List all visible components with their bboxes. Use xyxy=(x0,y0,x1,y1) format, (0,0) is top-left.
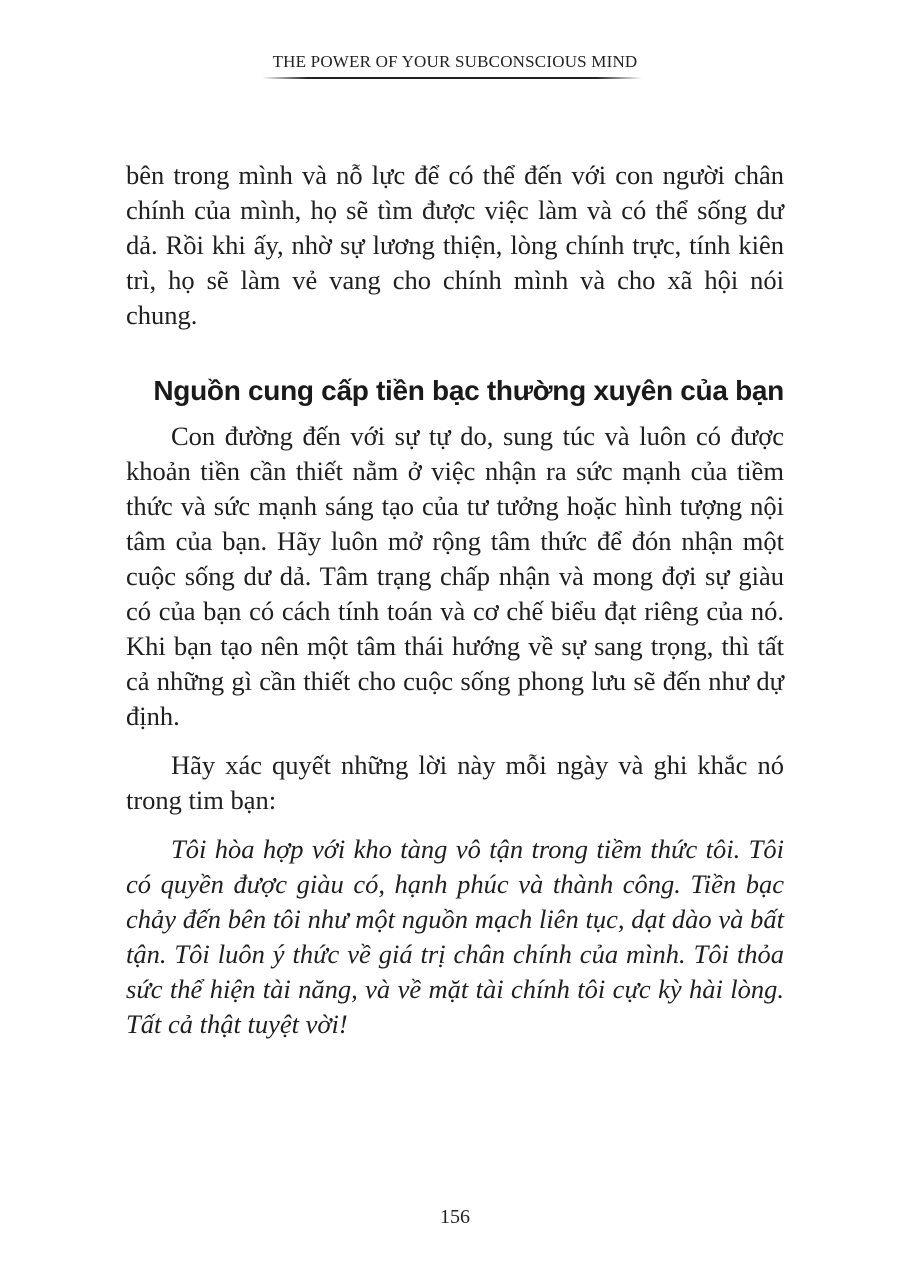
page-body xyxy=(126,158,784,1042)
affirmation-quote: Tôi hòa hợp với kho tàng vô tận trong tiềm thức tôi. Tôi có quyền được giàu có, hạnh phúc và thành công. Tiền bạc chảy đến bên tôi như một nguồn mạch liên tục, dạt dào và bất tận. Tôi luôn ý thức về giá trị chân chính của mình. Tôi thỏa sức thể hiện tài năng, và về mặt tài chính tôi cực kỳ hài lòng. Tất cả thật tuyệt vời! xyxy=(126,834,784,1039)
paragraph-continued: bên trong mình và nỗ lực để có thể đến với con người chân chính của mình, họ sẽ tìm được việc làm và có thể sống dư dả. Rồi khi ấy, nhờ sự lương thiện, lòng chính trực, tính kiên trì, họ sẽ làm vẻ vang cho chính mình và cho xã hội nói chung. xyxy=(126,160,784,330)
header-rule xyxy=(262,77,642,79)
page-number: 156 xyxy=(440,1206,470,1228)
paragraph-money-source: Con đường đến với sự tự do, sung túc và luôn có được khoản tiền cần thiết nằm ở việc nhận ra sức mạnh của tiềm thức và sức mạnh sáng tạo của tư tưởng hoặc hình tượng nội tâm của bạn. Hãy luôn mở rộng tâm thức để đón nhận một cuộc sống dư dả. Tâm trạng chấp nhận và mong đợi sự giàu có của bạn có cách tính toán và cơ chế biểu đạt riêng của nó. Khi bạn tạo nên một tâm thái hướng về sự sang trọng, thì tất cả những gì cần thiết cho cuộc sống phong lưu sẽ đến như dự định. xyxy=(126,421,784,731)
running-title: THE POWER OF YOUR SUBCONSCIOUS MIND xyxy=(272,52,638,71)
running-header xyxy=(0,52,910,72)
paragraph-affirm-instruction: Hãy xác quyết những lời này mỗi ngày và ghi khắc nó trong tim bạn: xyxy=(126,750,784,815)
section-heading: Nguồn cung cấp tiền bạc thường xuyên của bạn xyxy=(153,375,784,406)
